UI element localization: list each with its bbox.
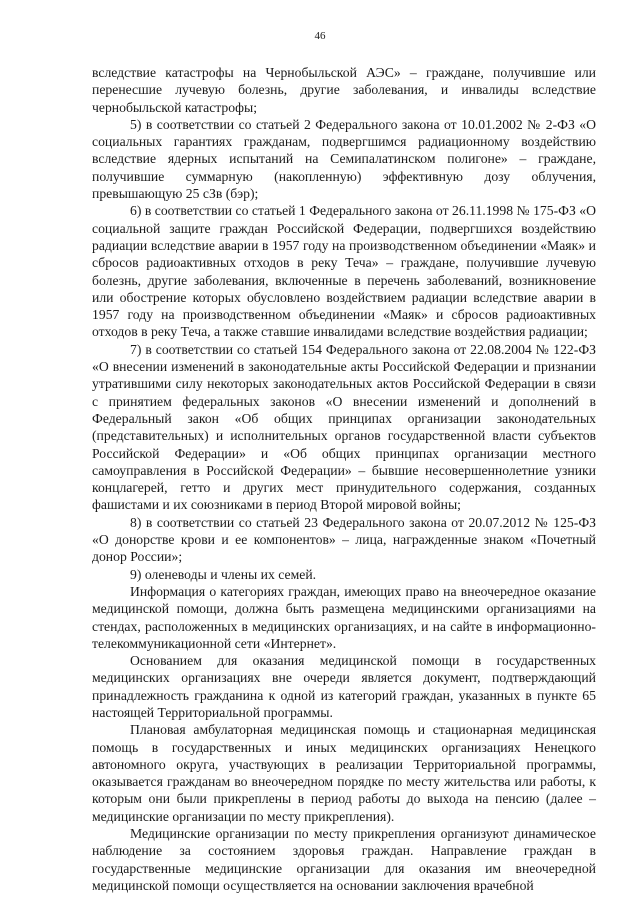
paragraph: Плановая амбулаторная медицинская помощь и стационарная медицинская помощь в государственных и иных медицинских организациях Ненецкого автономного округа, участвующих в реализации Территориальной программы, оказывается гражданам во внеочередном порядке по месту жительства или работы, к которым они были прикреплены в период работы до выхода на пенсию (далее – медицинские организации по месту прикрепления). [92,722,596,824]
paragraph: 5) в соответствии со статьей 2 Федерального закона от 10.01.2002 № 2-ФЗ «О социальных гарантиях гражданам, подвергшимся радиационному воздействию вследствие ядерных испытаний на Семипалатинском полигоне» – граждане, получившие суммарную (накопленную) эффективную дозу облучения, превышающую 25 сЗв (бэр); [92,116,596,202]
paragraph: Медицинские организации по месту прикрепления организуют динамическое наблюдение за состоянием здоровья граждан. Направление граждан в государственные медицинские организации для оказания им внеочередной медицинской помощи осуществляется на основании заключения врачебной [92,826,596,893]
paragraph: 9) оленеводы и члены их семей. [130,566,317,582]
paragraph: 8) в соответствии со статьей 23 Федерального закона от 20.07.2012 № 125-ФЗ «О донорстве крови и ее компонентов» – лица, награжденные знаком «Почетный донор России»; [92,514,596,565]
paragraph: Основанием для оказания медицинской помощи в государственных медицинских организациях вне очереди является документ, подтверждающий принадлежность гражданина к одной из категорий граждан, указанных в пункте 65 настоящей Территориальной программы. [92,653,596,720]
paragraph: 7) в соответствии со статьей 154 Федерального закона от 22.08.2004 № 122-ФЗ «О внесении изменений в законодательные акты Российской Федерации и признании утратившими силу некоторых законодательных актов Российской Федерации в связи с принятием федеральных законов «О внесении изменений и дополнений в Федеральный закон «Об общих принципах организации законодательных (представительных) и исполнительных органов государственной власти субъектов Российской Федерации» и «Об общих принципах организации местного самоуправления в Российской Федерации» – бывшие несовершеннолетние узники концлагерей, гетто и других мест принудительного содержания, созданных фашистами и их союзниками в период Второй мировой войны; [92,341,596,513]
page-number: 46 [314,30,326,42]
document-body [92,64,596,894]
paragraph: вследствие катастрофы на Чернобыльской АЭС» – граждане, получившие или перенесшие лучевую болезнь, другие заболевания, и инвалиды вследствие чернобыльской катастрофы; [92,65,596,115]
paragraph: 6) в соответствии со статьей 1 Федерального закона от 26.11.1998 № 175-ФЗ «О социальной защите граждан Российской Федерации, подвергшихся воздействию радиации вследствие аварии в 1957 году на производственном объединении «Маяк» и сбросов радиоактивных отходов в реку Теча» – граждане, получившие лучевую болезнь, другие заболевания, включенные в перечень заболеваний, возникновение или обострение которых обусловлено воздействием радиации вследствие аварии в 1957 году на производственном объединении «Маяк» и сбросов радиоактивных отходов в реку Теча, а также ставшие инвалидами вследствие воздействия радиации; [92,203,596,340]
paragraph: Информация о категориях граждан, имеющих право на внеочередное оказание медицинской помощи, должна быть размещена медицинскими организациями на стендах, расположенных в медицинских организациях, и на сайте в информационно-телекоммуникационной сети «Интернет». [92,583,596,651]
